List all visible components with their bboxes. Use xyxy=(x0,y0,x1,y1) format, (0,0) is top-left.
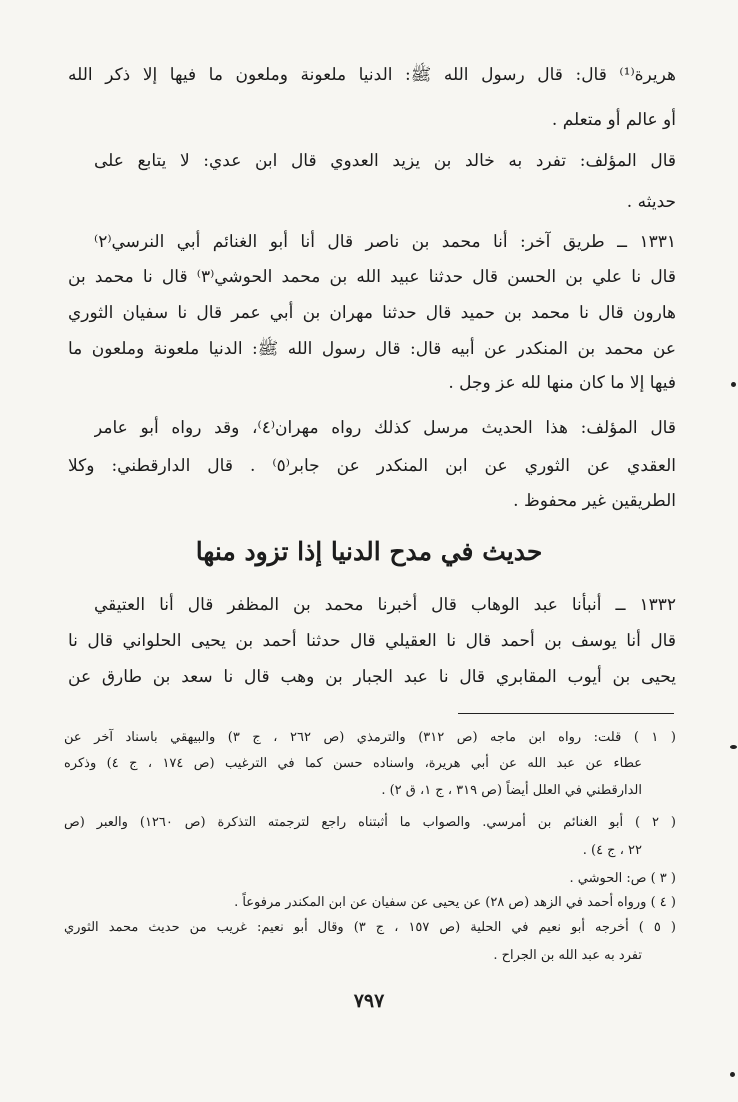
text-line: حديثه . xyxy=(626,192,676,212)
text-line: ١٣٣٢ ــ أنبأنا عبد الوهاب قال أخبرنا محمد بن المظفر قال أنا العتيقي xyxy=(94,595,676,615)
section-heading: حديث في مدح الدنيا إذا تزود منها xyxy=(195,537,543,566)
footnote-line: ( ٥ ) أخرجه أبو نعيم في الحلية (ص ١٥٧ ، ج ٣) وقال أبو نعيم: غريب من حديث محمد الثوري xyxy=(64,920,676,935)
footnote-line: تفرد به عبد الله بن الجراح . xyxy=(493,948,642,963)
footnote-line: ( ٢ ) أبو الغنائم بن أمرسي. والصواب ما أثبتناه راجع لترجمته التذكرة (ص ١٢٦٠) والعبر (ص xyxy=(64,815,676,830)
footnote-separator xyxy=(458,713,674,714)
page-number: ٧٩٧ xyxy=(353,990,385,1012)
footnote-line: عطاء عن عبد الله عن أبي هريرة، واسناده حسن كما في الترغيب (ص ١٧٤ ، ج ٤) وذكره xyxy=(64,756,642,771)
footnote-line: ( ٣ ) ص: الحوشي . xyxy=(569,871,676,886)
text-line: قال أنا يوسف بن أحمد قال نا العقيلي قال حدثنا أحمد بن يحيى الحلواني قال نا xyxy=(68,631,676,651)
text-line: فيها إلا ما كان منها لله عز وجل . xyxy=(448,373,676,393)
text-line: قال نا علي بن الحسن قال حدثنا عبيد الله بن محمد الحوشي⁽٣⁾ قال نا محمد بن xyxy=(68,267,676,287)
text-line: قال المؤلف: هذا الحديث مرسل كذلك رواه مهران⁽٤⁾، وقد رواه أبو عامر xyxy=(94,418,676,438)
text-line: الطريقين غير محفوظ . xyxy=(513,491,676,511)
margin-mark xyxy=(730,1072,735,1077)
footnote-line: ( ١ ) قلت: رواه ابن ماجه (ص ٣١٢) والترمذي (ص ٢٦٢ ، ج ٣) والبيهقي باسناد آخر عن xyxy=(64,730,676,745)
footnote-line: الدارقطني في العلل أيضاً (ص ٣١٩ ، ج ١، ق ٢) . xyxy=(381,783,642,798)
footnote-line: ( ٤ ) ورواه أحمد في الزهد (ص ٢٨) عن يحيى عن سفيان عن ابن المكندر مرفوعاً . xyxy=(234,895,676,910)
text-line: قال المؤلف: تفرد به خالد بن يزيد العدوي قال ابن عدي: لا يتابع على xyxy=(94,151,676,171)
text-line: هريرة⁽¹⁾ قال: قال رسول الله ﷺ: الدنيا ملعونة وملعون ما فيها إلا ذكر الله xyxy=(68,65,676,85)
text-line: أو عالم أو متعلم . xyxy=(551,110,676,130)
footnote-line: ٢٢ ، ج ٤) . xyxy=(582,843,642,858)
text-line: العقدي عن الثوري عن ابن المنكدر عن جابر⁽٥⁾ . قال الدارقطني: وكلا xyxy=(68,456,676,476)
text-line: ١٣٣١ ــ طريق آخر: أنا محمد بن ناصر قال أنا أبو الغنائم أبي النرسي⁽٢⁾ xyxy=(94,232,676,252)
text-line: هارون قال نا محمد بن حميد قال حدثنا مهران بن أبي عمر قال نا سفيان الثوري xyxy=(68,303,676,323)
text-line: عن محمد بن المنكدر عن أبيه قال: قال رسول الله ﷺ: الدنيا ملعونة وملعون ما xyxy=(68,339,676,359)
margin-mark xyxy=(730,745,737,749)
text-line: يحيى بن أيوب المقابري قال نا عبد الجبار بن وهب قال نا سعد بن طارق عن xyxy=(68,667,676,687)
margin-mark xyxy=(731,382,736,387)
